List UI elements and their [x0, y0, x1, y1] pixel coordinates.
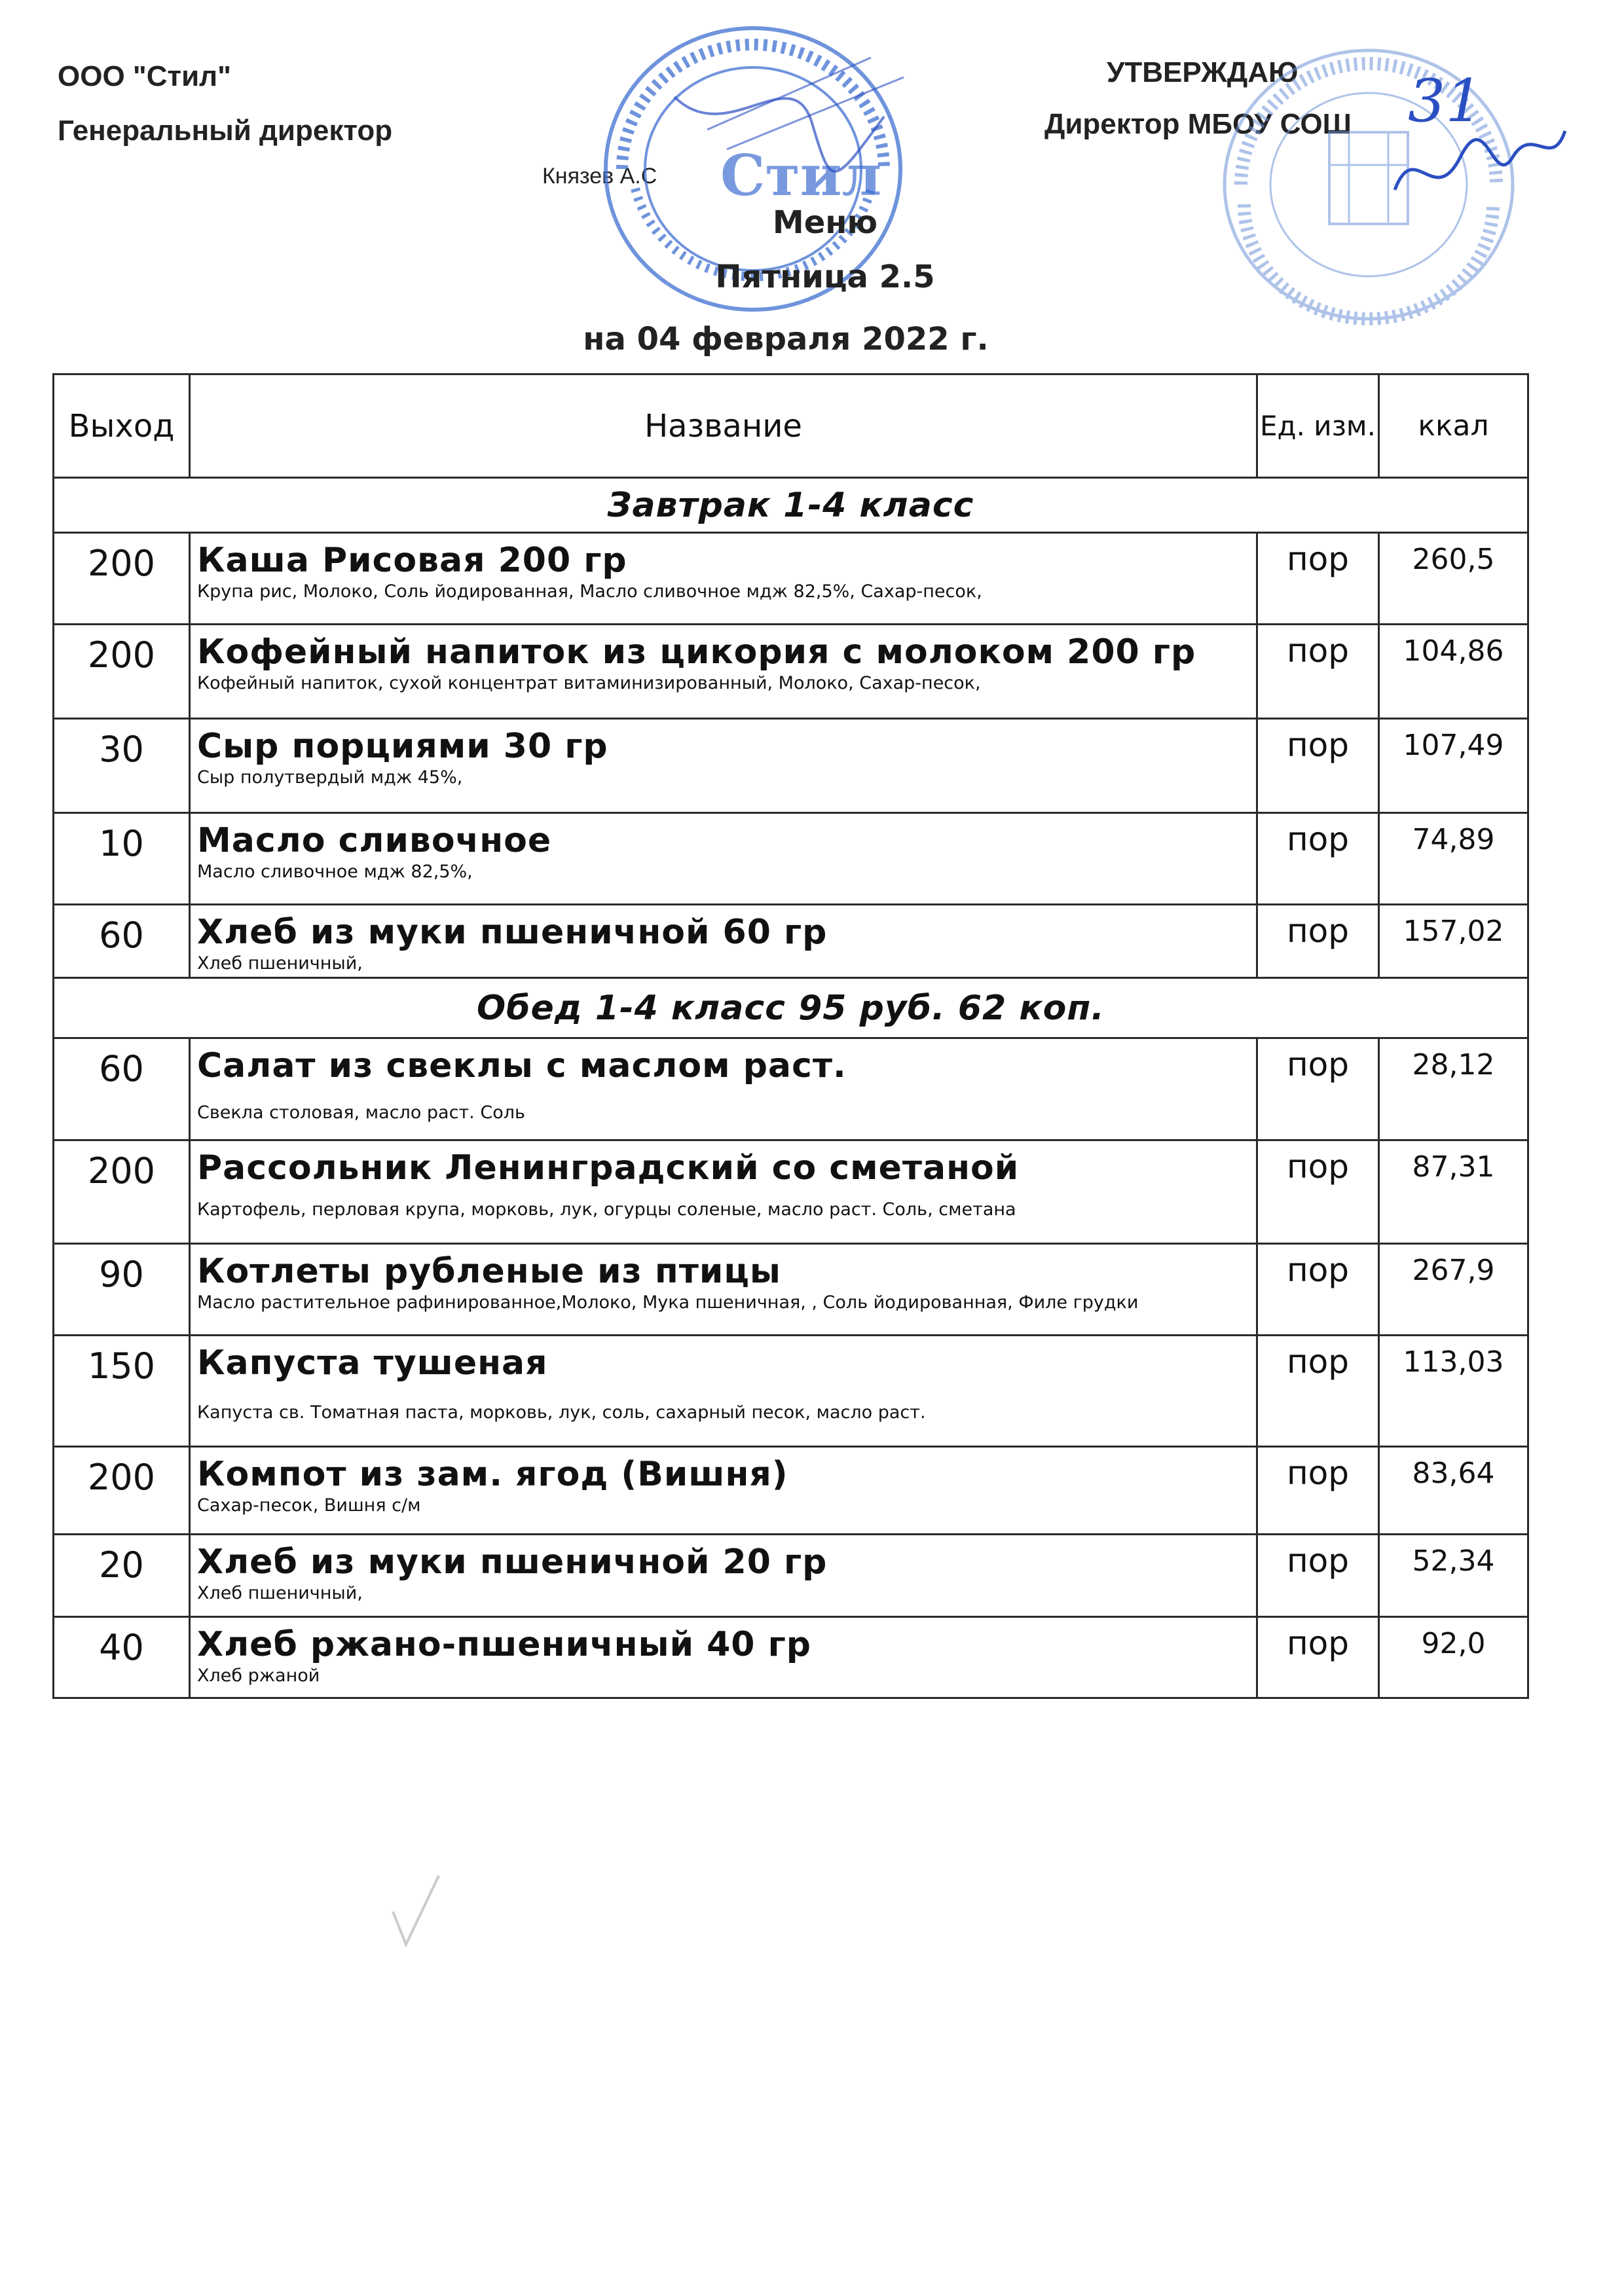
table-row	[54, 1244, 1528, 1336]
dish-ingredients: Картофель, перловая крупа, морковь, лук, огурцы соленые, масло раст. Соль, сметана	[197, 1199, 1016, 1220]
table-row	[54, 719, 1528, 813]
day-title: Пятница 2.5	[715, 259, 935, 295]
output-cell: 150	[54, 1336, 190, 1447]
dish-ingredients: Сахар-песок, Вишня с/м	[197, 1495, 421, 1516]
kcal-cell: 28,12	[1379, 1038, 1528, 1140]
kcal-cell: 52,34	[1379, 1535, 1528, 1617]
output-cell: 60	[54, 1038, 190, 1140]
signatory-name: Князев А.С	[542, 164, 657, 189]
unit-cell: пор	[1257, 905, 1379, 978]
date-title: на 04 февраля 2022 г.	[583, 321, 989, 357]
dish-cell	[190, 1336, 1257, 1447]
dish-cell	[190, 1244, 1257, 1336]
approve-label: УТВЕРЖДАЮ	[1107, 56, 1299, 88]
dish-cell	[190, 1038, 1257, 1140]
column-header-name: Название	[190, 374, 1257, 478]
check-mark-icon	[386, 1872, 445, 1951]
section-row	[54, 478, 1528, 533]
kcal-cell: 74,89	[1379, 813, 1528, 905]
dish-name: Кофейный напиток из цикория с молоком 200 гр	[197, 632, 1196, 672]
kcal-cell: 83,64	[1379, 1447, 1528, 1535]
dish-cell	[190, 905, 1257, 978]
unit-cell: пор	[1257, 1447, 1379, 1535]
column-header-kcal: ккал	[1379, 374, 1528, 478]
kcal-cell: 92,0	[1379, 1617, 1528, 1698]
output-cell: 90	[54, 1244, 190, 1336]
dish-name: Хлеб из муки пшеничной 60 гр	[197, 913, 828, 952]
kcal-cell: 104,86	[1379, 625, 1528, 719]
unit-cell: пор	[1257, 1617, 1379, 1698]
table-row	[54, 1617, 1528, 1698]
dish-ingredients: Капуста св. Томатная паста, морковь, лук, соль, сахарный песок, масло раст.	[197, 1402, 926, 1423]
kcal-cell: 113,03	[1379, 1336, 1528, 1447]
output-cell: 200	[54, 1447, 190, 1535]
dish-name: Хлеб из муки пшеничной 20 гр	[197, 1542, 828, 1582]
kcal-cell: 107,49	[1379, 719, 1528, 813]
dish-name: Сыр порциями 30 гр	[197, 727, 608, 766]
column-header-output: Выход	[54, 374, 190, 478]
dish-name: Хлеб ржано-пшеничный 40 гр	[197, 1625, 811, 1664]
output-cell: 60	[54, 905, 190, 978]
general-director-label: Генеральный директор	[58, 115, 393, 147]
unit-cell: пор	[1257, 533, 1379, 625]
dish-ingredients: Хлеб ржаной	[197, 1666, 320, 1686]
dish-ingredients: Хлеб пшеничный,	[197, 953, 363, 974]
dish-ingredients: Свекла столовая, масло раст. Соль	[197, 1102, 525, 1123]
dish-cell	[190, 1617, 1257, 1698]
unit-cell: пор	[1257, 719, 1379, 813]
table-row	[54, 1447, 1528, 1535]
kcal-cell: 157,02	[1379, 905, 1528, 978]
director-label: Директор МБОУ СОШ	[1044, 108, 1352, 140]
dish-ingredients: Хлеб пшеничный,	[197, 1583, 363, 1603]
unit-cell: пор	[1257, 1336, 1379, 1447]
unit-cell: пор	[1257, 1038, 1379, 1140]
kcal-cell: 267,9	[1379, 1244, 1528, 1336]
output-cell: 10	[54, 813, 190, 905]
dish-name: Котлеты рубленые из птицы	[197, 1252, 781, 1291]
table-row	[54, 625, 1528, 719]
output-cell: 30	[54, 719, 190, 813]
dish-ingredients: Сыр полутвердый мдж 45%,	[197, 767, 463, 788]
dish-name: Масло сливочное	[197, 821, 552, 860]
table-row	[54, 1038, 1528, 1140]
column-header-unit: Ед. изм.	[1257, 374, 1379, 478]
dish-name: Салат из свеклы с маслом раст.	[197, 1046, 847, 1085]
dish-cell	[190, 625, 1257, 719]
dish-ingredients: Масло растительное рафинированное,Молоко, Мука пшеничная, , Соль йодированная, Филе грудки	[197, 1292, 1139, 1313]
table-row	[54, 1140, 1528, 1244]
table-row	[54, 905, 1528, 978]
dish-cell	[190, 813, 1257, 905]
dish-ingredients: Крупа рис, Молоко, Соль йодированная, Масло сливочное мдж 82,5%, Сахар-песок,	[197, 581, 982, 602]
unit-cell: пор	[1257, 1140, 1379, 1244]
output-cell: 40	[54, 1617, 190, 1698]
dish-name: Компот из зам. ягод (Вишня)	[197, 1455, 788, 1494]
table-header-row	[54, 374, 1528, 478]
section-row	[54, 978, 1528, 1038]
menu-title: Меню	[772, 204, 878, 241]
output-cell: 200	[54, 1140, 190, 1244]
seal-text: Стил	[720, 143, 882, 209]
table-row	[54, 813, 1528, 905]
output-cell: 200	[54, 625, 190, 719]
section-title: Завтрак 1-4 класс	[54, 478, 1528, 533]
dish-ingredients: Масло сливочное мдж 82,5%,	[197, 862, 473, 882]
kcal-cell: 260,5	[1379, 533, 1528, 625]
dish-cell	[190, 1140, 1257, 1244]
table-row	[54, 533, 1528, 625]
output-cell: 200	[54, 533, 190, 625]
dish-cell	[190, 1447, 1257, 1535]
dish-ingredients: Кофейный напиток, сухой концентрат витаминизированный, Молоко, Сахар-песок,	[197, 673, 981, 693]
dish-cell	[190, 533, 1257, 625]
handwritten-signature	[1388, 59, 1572, 216]
organization-name: ООО "Стил"	[58, 60, 231, 92]
unit-cell: пор	[1257, 1535, 1379, 1617]
handwritten-day: 31	[1408, 67, 1483, 136]
section-title: Обед 1-4 класс 95 руб. 62 коп.	[54, 978, 1528, 1038]
unit-cell: пор	[1257, 813, 1379, 905]
table-row	[54, 1535, 1528, 1617]
output-cell: 20	[54, 1535, 190, 1617]
dish-cell	[190, 1535, 1257, 1617]
dish-cell	[190, 719, 1257, 813]
dish-name: Рассольник Ленинградский со сметаной	[197, 1148, 1020, 1188]
dish-name: Каша Рисовая 200 гр	[197, 541, 627, 580]
menu-table	[52, 373, 1529, 1699]
unit-cell: пор	[1257, 625, 1379, 719]
table-row	[54, 1336, 1528, 1447]
kcal-cell: 87,31	[1379, 1140, 1528, 1244]
dish-name: Капуста тушеная	[197, 1343, 548, 1383]
unit-cell: пор	[1257, 1244, 1379, 1336]
